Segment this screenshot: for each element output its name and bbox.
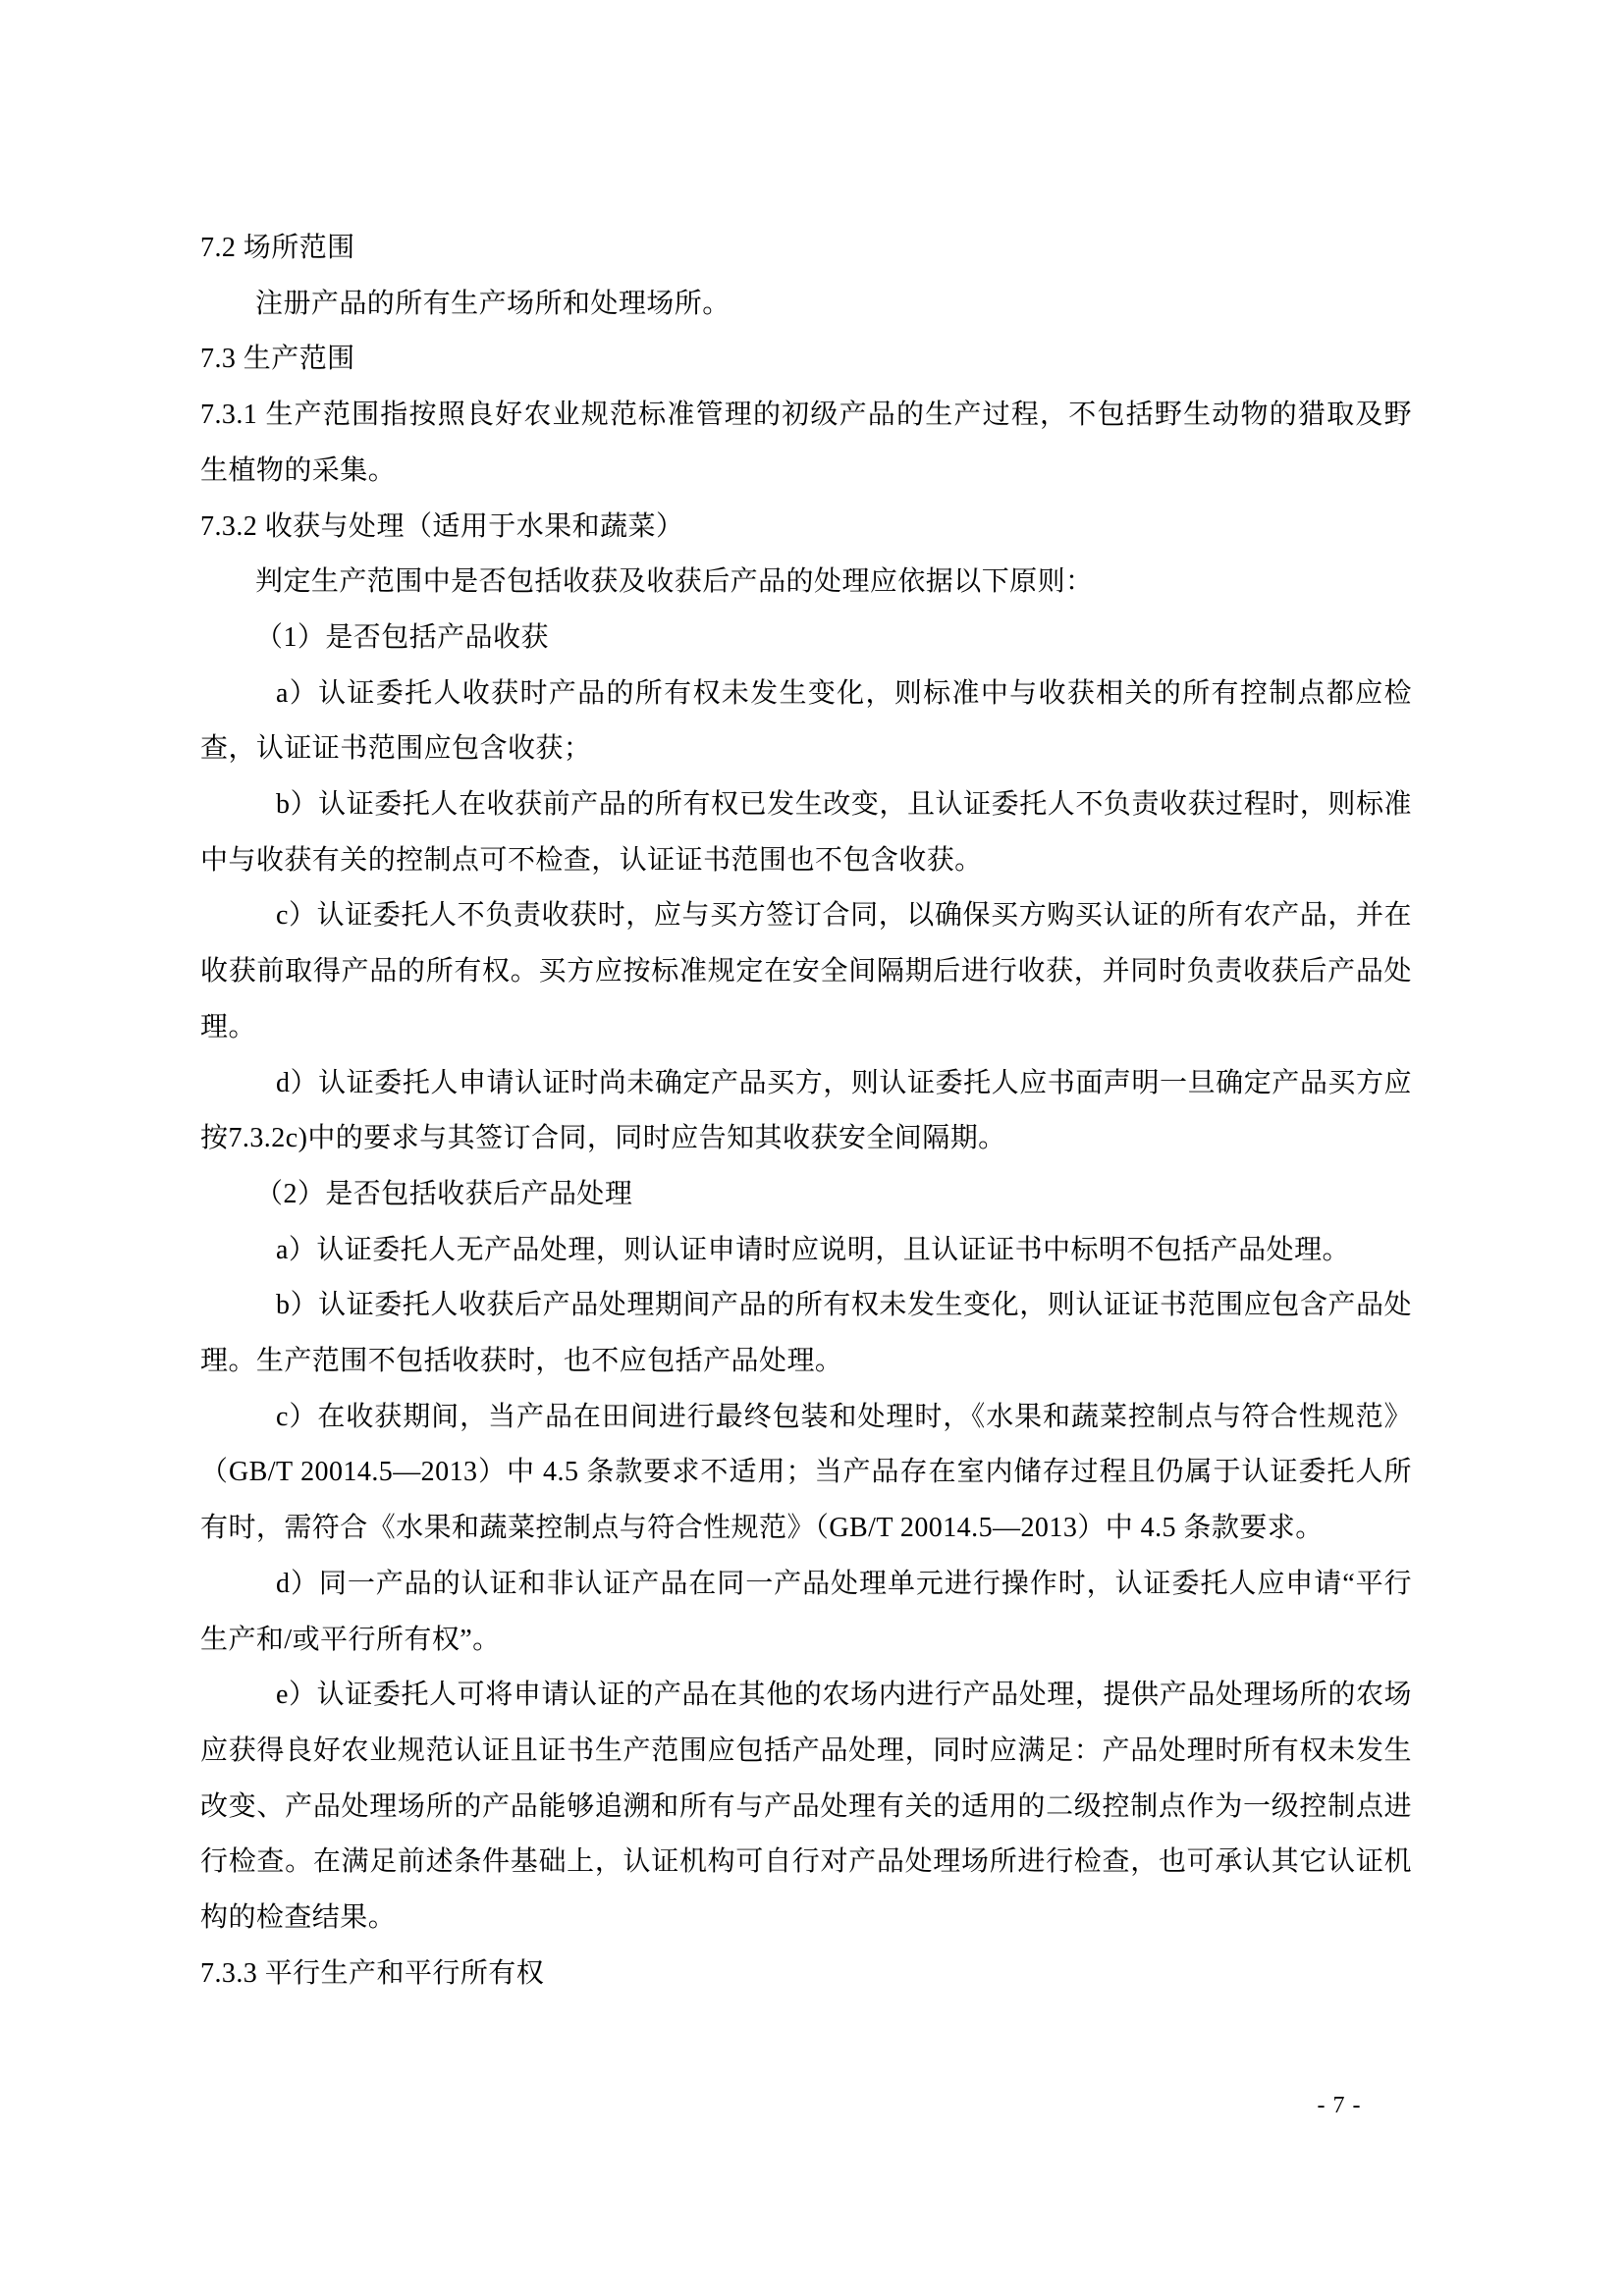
item-1-heading-line-1: （1）是否包括产品收获 [255, 621, 549, 653]
para-principles-intro-line-1: 判定生产范围中是否包括收获及收获后产品的处理应依据以下原则： [255, 566, 1094, 598]
item-2-d-line-2: 生产和/或平行所有权”。 [200, 1624, 501, 1655]
item-1-c-line-2: 收获前取得产品的所有权。买方应按标准规定在安全间隔期后进行收获，并同时负责收获后产品处 [200, 956, 1412, 988]
item-2-c-line-3: 有时，需符合《水果和蔬菜控制点与符合性规范》（GB/T 20014.5—2013）中 4.5 条款要求。 [200, 1513, 1324, 1544]
item-2-e-line-4: 行检查。在满足前述条件基础上，认证机构可自行对产品处理场所进行检查，也可承认其它认证机 [200, 1846, 1412, 1878]
item-1-b-line-1: b）认证委托人在收获前产品的所有权已发生改变，且认证委托人不负责收获过程时，则标准 [276, 789, 1412, 821]
item-2-a-line-1: a）认证委托人无产品处理，则认证申请时应说明，且认证证书中标明不包括产品处理。 [276, 1234, 1350, 1265]
section-7-2-heading-line-1: 7.2 场所范围 [200, 233, 355, 263]
item-1-a-line-2: 查，认证证书范围应包含收获； [200, 733, 592, 765]
item-2-c-line-1: c）在收获期间，当产品在田间进行最终包装和处理时，《水果和蔬菜控制点与符合性规范》 [276, 1401, 1412, 1432]
section-7-3-1-line-1: 7.3.1 生产范围指按照良好农业规范标准管理的初级产品的生产过程，不包括野生动物的猎取及野 [200, 400, 1412, 431]
page-number: - 7 - [1317, 2093, 1362, 2118]
item-2-b-line-2: 理。生产范围不包括收获时，也不应包括产品处理。 [200, 1346, 843, 1377]
section-7-3-2-heading-line-1: 7.3.2 收获与处理（适用于水果和蔬菜） [200, 510, 684, 542]
item-1-b-line-2: 中与收获有关的控制点可不检查，认证证书范围也不包含收获。 [200, 844, 983, 876]
item-1-c-line-3: 理。 [200, 1011, 256, 1042]
item-2-e-line-5: 构的检查结果。 [200, 1902, 397, 1934]
item-1-d-line-2: 按7.3.2c)中的要求与其签订合同，同时应告知其收获安全间隔期。 [200, 1123, 1006, 1154]
document-body [200, 221, 1412, 2002]
item-2-e-line-2: 应获得良好农业规范认证且证书生产范围应包括产品处理，同时应满足：产品处理时所有权未发生 [200, 1735, 1412, 1766]
item-2-heading-line-1: （2）是否包括收获后产品处理 [255, 1178, 633, 1209]
item-2-e-line-1: e）认证委托人可将申请认证的产品在其他的农场内进行产品处理，提供产品处理场所的农场 [276, 1680, 1412, 1711]
item-2-c-line-2: （GB/T 20014.5—2013）中 4.5 条款要求不适用；当产品存在室内储存过程且仍属于认证委托人所 [200, 1457, 1412, 1488]
item-2-e-line-3: 改变、产品处理场所的产品能够追溯和所有与产品处理有关的适用的二级控制点作为一级控制点进 [200, 1790, 1412, 1822]
item-1-a-line-1: a）认证委托人收获时产品的所有权未发生变化，则标准中与收获相关的所有控制点都应检 [276, 677, 1412, 709]
item-1-c-line-1: c）认证委托人不负责收获时，应与买方签订合同，以确保买方购买认证的所有农产品，并在 [276, 900, 1412, 932]
item-1-d-line-1: d）认证委托人申请认证时尚未确定产品买方，则认证委托人应书面声明一旦确定产品买方应 [276, 1067, 1412, 1098]
para-7-2-body-line-1: 注册产品的所有生产场所和处理场所。 [255, 288, 731, 319]
section-7-3-heading-line-1: 7.3 生产范围 [200, 344, 355, 375]
item-2-d-line-1: d）同一产品的认证和非认证产品在同一产品处理单元进行操作时，认证委托人应申请“平行 [276, 1568, 1412, 1599]
section-7-3-3-heading-line-1: 7.3.3 平行生产和平行所有权 [200, 1957, 545, 1989]
section-7-3-1-line-2: 生植物的采集。 [200, 454, 397, 486]
item-2-b-line-1: b）认证委托人收获后产品处理期间产品的所有权未发生变化，则认证证书范围应包含产品处 [276, 1290, 1412, 1321]
